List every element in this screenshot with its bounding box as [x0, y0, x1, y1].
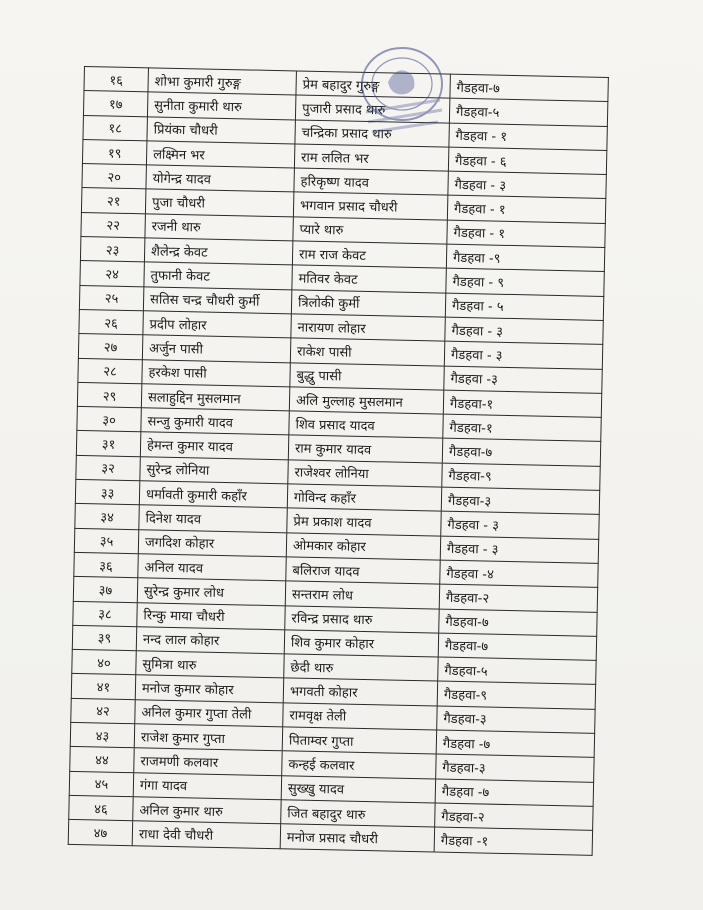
name-cell: सन्जु कुमारी यादव	[141, 408, 289, 435]
serial-number-cell: २१	[81, 188, 145, 214]
address-cell: गैडहवा-३	[436, 754, 594, 782]
address-cell: गैडहवा - ३	[448, 171, 606, 199]
guardian-name-cell: जित बहादुर थारु	[281, 800, 435, 828]
address-cell: गैडहवा-७	[450, 74, 608, 102]
address-cell: गैडहवा -७	[435, 779, 593, 807]
table-container	[68, 66, 608, 855]
address-cell: गैडहवा - १	[447, 196, 605, 224]
serial-number-cell: १६	[84, 67, 148, 93]
serial-number-cell: ४०	[72, 650, 136, 676]
serial-number-cell: ३७	[73, 577, 137, 603]
serial-number-cell: २८	[78, 358, 142, 384]
name-cell: हेमन्त कुमार यादव	[140, 432, 288, 459]
name-cell: मनोज कुमार कोहार	[135, 675, 283, 702]
guardian-name-cell: त्रिलोकी कुर्मी	[291, 290, 445, 318]
name-cell: लक्ष्मिन भर	[146, 141, 294, 168]
table-body	[68, 67, 608, 855]
name-cell: सुरेन्द्र कुमार लोध	[137, 578, 285, 605]
guardian-name-cell: प्रेम प्रकाश यादव	[287, 508, 441, 536]
serial-number-cell: ३२	[76, 455, 140, 481]
guardian-name-cell: अलि मुल्लाह मुसलमान	[289, 387, 443, 415]
name-cell: रिन्कु माया चौधरी	[137, 602, 285, 629]
serial-number-cell: ४२	[71, 698, 135, 724]
name-cell: सलाहुद्दिन मुसलमान	[141, 384, 289, 411]
serial-number-cell: २३	[80, 237, 144, 263]
guardian-name-cell: सन्तराम लोध	[285, 581, 439, 609]
serial-number-cell: ३०	[77, 407, 141, 433]
address-cell: गैडहवा-२	[439, 584, 597, 612]
address-cell: गैडहवा-७	[442, 439, 600, 467]
serial-number-cell: ४१	[71, 674, 135, 700]
guardian-name-cell: भगवती कोहार	[283, 678, 437, 706]
guardian-name-cell: राम ललित भर	[294, 144, 448, 172]
serial-number-cell: १७	[83, 91, 147, 117]
serial-number-cell: ३८	[73, 601, 137, 627]
address-cell: गैडहवा-२	[435, 803, 593, 831]
name-cell: प्रियंका चौधरी	[147, 116, 295, 143]
name-cell: सुनीता कुमारी थारु	[147, 92, 295, 119]
serial-number-cell: २९	[77, 382, 141, 408]
guardian-name-cell: बलिराज यादव	[286, 557, 440, 585]
serial-number-cell: ३१	[76, 431, 140, 457]
serial-number-cell: ४७	[68, 820, 132, 846]
guardian-name-cell: राम राज केवट	[292, 241, 446, 269]
name-cell: प्रदीप लोहार	[143, 311, 291, 338]
address-cell: गैडहवा-७	[438, 633, 596, 661]
guardian-name-cell: मतिवर केवट	[292, 265, 446, 293]
guardian-name-cell: रामवृक्ष तेली	[283, 703, 437, 731]
address-cell: गैडहवा-५	[449, 98, 607, 126]
address-cell: गैडहवा - १	[449, 123, 607, 151]
name-cell: अर्जुन पासी	[142, 335, 290, 362]
name-cell: हरकेश पासी	[142, 359, 290, 386]
guardian-name-cell: राकेश पासी	[290, 338, 444, 366]
guardian-name-cell: प्रेम बहादुर गुरुङ्ग	[296, 71, 450, 99]
name-cell: धर्मावती कुमारी कहाँर	[139, 481, 287, 508]
name-cell: रजनी थारु	[145, 214, 293, 241]
address-cell: गैडहवा -७	[436, 730, 594, 758]
address-cell: गैडहवा-१	[443, 414, 601, 442]
name-cell: जगदिश कोहार	[138, 529, 286, 556]
address-cell: गैडहवा - ३	[444, 341, 602, 369]
name-cell: राधा देवी चौधरी	[132, 821, 280, 848]
name-cell: सतिस चन्द्र चौधरी कुर्मी	[143, 286, 291, 313]
serial-number-cell: ४६	[69, 795, 133, 821]
address-cell: गैडहवा -४	[440, 560, 598, 588]
name-cell: योगेन्द्र यादव	[146, 165, 294, 192]
guardian-name-cell: गोविन्द कहाँर	[287, 484, 441, 512]
serial-number-cell: २०	[82, 164, 146, 190]
name-cell: शैलेन्द्र केवट	[144, 238, 292, 265]
guardian-name-cell: सुख्खु यादव	[281, 775, 435, 803]
address-cell: गैडहवा-९	[442, 463, 600, 491]
guardian-name-cell: शिव कुमार कोहार	[284, 630, 438, 658]
name-cell: नन्द लाल कोहार	[136, 627, 284, 654]
serial-number-cell: ४३	[70, 722, 134, 748]
guardian-name-cell: पिताम्वर गुप्ता	[282, 727, 436, 755]
serial-number-cell: ३४	[75, 504, 139, 530]
guardian-name-cell: पुजारी प्रसाद थारु	[295, 95, 449, 123]
guardian-name-cell: हरिकृष्ण यादव	[294, 168, 448, 196]
address-cell: गैडहवा-३	[441, 487, 599, 515]
address-cell: गैडहवा - ३	[440, 536, 598, 564]
guardian-name-cell: रविन्द्र प्रसाद थारु	[285, 605, 439, 633]
address-cell: गैडहवा - ६	[448, 147, 606, 175]
address-cell: गैडहवा-७	[439, 609, 597, 637]
guardian-name-cell: कन्हई कलवार	[282, 751, 436, 779]
name-cell: राजेश कुमार गुप्ता	[134, 724, 282, 751]
address-cell: गैडहवा -९	[446, 244, 604, 272]
guardian-name-cell: चन्द्रिका प्रसाद थारु	[295, 120, 449, 148]
guardian-name-cell: मनोज प्रसाद चौधरी	[280, 824, 434, 852]
serial-number-cell: १९	[82, 139, 146, 165]
name-cell: दिनेश यादव	[139, 505, 287, 532]
office-seal-stamp	[352, 42, 452, 138]
name-cell: अनिल यादव	[138, 554, 286, 581]
serial-number-cell: ३५	[74, 528, 138, 554]
serial-number-cell: ३९	[72, 625, 136, 651]
name-cell: अनिल कुमार थारु	[133, 797, 281, 824]
serial-number-cell: २२	[81, 212, 145, 238]
address-cell: गैडहवा-९	[437, 681, 595, 709]
serial-number-cell: ३३	[75, 479, 139, 505]
guardian-name-cell: राजेश्वर लोनिया	[288, 460, 442, 488]
guardian-name-cell: ओमकार कोहार	[286, 532, 440, 560]
name-cell: पुजा चौधरी	[145, 189, 293, 216]
name-cell: गंगा यादव	[133, 772, 281, 799]
serial-number-cell: २७	[78, 334, 142, 360]
address-cell: गैडहवा - ५	[445, 293, 603, 321]
name-list-table	[68, 66, 609, 855]
guardian-name-cell: प्यारे थारु	[293, 217, 447, 245]
address-cell: गैडहवा-३	[437, 706, 595, 734]
address-cell: गैडहवा - ३	[441, 511, 599, 539]
guardian-name-cell: शिव प्रसाद यादव	[289, 411, 443, 439]
guardian-name-cell: नारायण लोहार	[291, 314, 445, 342]
address-cell: गैडहवा -१	[434, 827, 592, 855]
name-cell: शोभा कुमारी गुरुङ्ग	[148, 68, 296, 95]
address-cell: गैडहवा -३	[444, 366, 602, 394]
guardian-name-cell: भगवान प्रसाद चौधरी	[293, 192, 447, 220]
serial-number-cell: ४४	[70, 747, 134, 773]
name-cell: अनिल कुमार गुप्ता तेली	[135, 699, 283, 726]
guardian-name-cell: राम कुमार यादव	[288, 435, 442, 463]
serial-number-cell: २५	[79, 285, 143, 311]
address-cell: गैडहवा - ३	[445, 317, 603, 345]
serial-number-cell: ४५	[69, 771, 133, 797]
name-cell: तुफानी केवट	[144, 262, 292, 289]
address-cell: गैडहवा - १	[447, 220, 605, 248]
serial-number-cell: २६	[79, 309, 143, 335]
name-cell: राजमणी कलवार	[134, 748, 282, 775]
serial-number-cell: १८	[83, 115, 147, 141]
serial-number-cell: ३६	[74, 552, 138, 578]
guardian-name-cell: छेदी थारु	[284, 654, 438, 682]
address-cell: गैडहवा-५	[438, 657, 596, 685]
name-cell: सुमित्रा थारु	[136, 651, 284, 678]
guardian-name-cell: बुद्धु पासी	[290, 362, 444, 390]
address-cell: गैडहवा-१	[443, 390, 601, 418]
serial-number-cell: २४	[80, 261, 144, 287]
name-cell: सुरेन्द्र लोनिया	[140, 457, 288, 484]
address-cell: गैडहवा - ९	[446, 269, 604, 297]
